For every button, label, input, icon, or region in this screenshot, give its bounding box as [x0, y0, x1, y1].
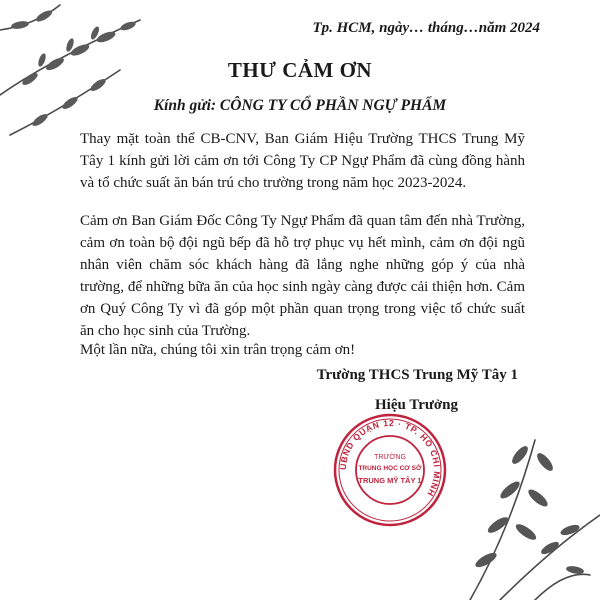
- signature-school: Trường THCS Trung Mỹ Tây 1: [316, 367, 518, 383]
- letter-title: THƯ CẢM ƠN: [227, 58, 373, 82]
- stamp-inner-top: TRƯỜNG: [374, 454, 406, 461]
- body-paragraph: Thay mặt toàn thể CB-CNV, Ban Giám Hiệu Trường THCS Trung Mỹ Tây 1 kính gửi lời cảm ơn tới Công Ty CP Ngự Phẩm đã cùng đồng hành và tổ chức suất ăn bán trú cho trường trong năm học 2023-2024.: [80, 131, 525, 191]
- closing-paragraph: Một lần nữa, chúng tôi xin trân trọng cảm ơn!: [80, 342, 356, 358]
- stamp-inner-bottom: TRUNG MỸ TÂY 1: [358, 476, 422, 485]
- body-paragraph: Cảm ơn Ban Giám Đốc Công Ty Ngự Phẩm đã quan tâm đến nhà Trường, cảm ơn toàn bộ đội ngũ bếp đã hỗ trợ phục vụ hết mình, cảm ơn đội ngũ nhân viên chăm sóc khách hàng đã lắng nghe những góp ý của nhà trường, để những bữa ăn của học sinh ngày càng được cải thiện hơn. Cảm ơn Quý Công Ty vì đã góp một phần quan trọng trong việc tổ chức suất ăn cho học sinh của Trường.: [80, 213, 525, 339]
- leaf-branch-bottom-right-icon: [440, 420, 600, 600]
- stamp-inner-mid: TRUNG HỌC CƠ SỞ: [358, 465, 422, 472]
- signature-position: Hiệu Trưởng: [375, 397, 459, 413]
- date-line: Tp. HCM, ngày… tháng…năm 2024: [312, 20, 540, 36]
- official-stamp-icon: [330, 410, 450, 530]
- stamp-ring-text: UBND QUẬN 12 · TP. HỒ CHÍ MINH: [337, 417, 443, 499]
- recipient-line: Kính gửi: CÔNG TY CỔ PHẦN NGỰ PHẨM: [153, 97, 447, 114]
